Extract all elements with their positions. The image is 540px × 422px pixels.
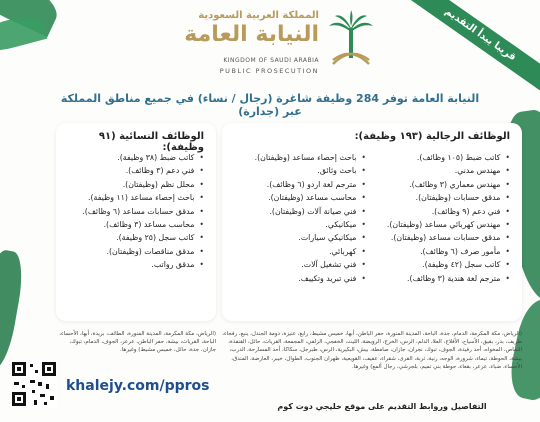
list-item: • مهندس مدني.	[370, 164, 510, 177]
organization-name-arabic: النيابة العامة	[184, 22, 319, 47]
list-item: • مهندس كهربائي مساعد (وظيفتان).	[370, 218, 510, 231]
list-item: • محاسب مساعد (وظيفتان).	[226, 191, 366, 204]
list-item: • كهربائي.	[226, 245, 366, 258]
list-item: • مهندس معماري (٣ وظائف).	[370, 178, 510, 191]
list-item: • فني تبريد وتكييف.	[226, 272, 366, 285]
palm-leaf-decoration	[0, 248, 27, 372]
men-jobs-title: الوظائف الرجالية (١٩٣ وظيفة):	[354, 131, 510, 142]
women-jobs-card	[56, 123, 216, 321]
women-jobs-title: الوظائف النسائية (٩١ وظيفة):	[98, 131, 204, 153]
men-jobs-column-2	[226, 151, 366, 285]
list-item: • كاتب ضبط (١٠٥ وظائف).	[370, 151, 510, 164]
list-item: • ميكانيكي.	[226, 218, 366, 231]
list-item: • فني دعم (٣ وظائف).	[64, 164, 204, 177]
women-jobs-list	[64, 151, 204, 272]
list-item: • كاتب ضبط (٣٨ وظيفة).	[64, 151, 204, 164]
list-item: • كاتب سجل (٢٥ وظيفة).	[64, 231, 204, 244]
apply-note: التفاصيل وروابط التقديم على موقع خليجي دوت كوم	[277, 402, 487, 411]
list-item: • محلل نظم (وظيفتان).	[64, 178, 204, 191]
list-item: • مأمور صرف (٦ وظائف).	[370, 245, 510, 258]
banner-label: قريبا يبدأ التقديم	[400, 0, 540, 96]
list-item: • كاتب سجل (٤٢ وظيفة).	[370, 258, 510, 271]
palm-sword-emblem-icon	[327, 10, 375, 70]
qr-code-icon[interactable]	[10, 360, 58, 408]
list-item: • مدقق حسابات مساعد (٦ وظائف).	[64, 205, 204, 218]
organization-name-english: PUBLIC PROSECUTION	[219, 67, 319, 75]
list-item: • باحث إحصاء مساعد (١١ وظيفة).	[64, 191, 204, 204]
women-job-cities: (الرياض، مكة المكرمة، المدينة المنورة، الطائف، بريدة، أبها، الأحساء، الباحة، القريات، بيشة، حفر الباطن، عرعر، الجوف، الدمام، تبوك، جازان، جدة، حائل، خميس مشيط) وغيرها.	[59, 331, 216, 354]
list-item: • باحث وثائق.	[226, 164, 366, 177]
men-job-cities: (الرياض، مكة المكرمة، الدمام، جدة، الباحة، المدينة المنورة، حفر الباطن، أبها، خميس مشيط، رابغ، عنيزة، دومة الجندل، ينبع، رفحاء، طريف، بدر، بقيق، الأسياح، الأفلاج، العلا، الدلم، الرس، الخرج، الرويضة، الليث، الخفجي، الزلفي، المجمعة، القريات، حائل، القنفذة، النماص، المخواه، أحد رفيدة، الجوف، تبوك، نجران، جازان، صامطة، بيش، البكيرية، الرس، طبرجل، سكاكا، أحد المسارحة، الدرب، بيشة، الحوطة، تيماء، شرورة، الوجه، رنية، تربة، القرى، شقراء، عفيف، القويعية، ظهران الجنوب، الطوال، خيبر، العارضة، المندق، الأحساء، ضباء، عرعر، بقعاء، حوطة بني تميم، بلجرشي، رجال ألمع) وغيرها.	[222, 331, 522, 370]
list-item: • مدقق رواتب.	[64, 258, 204, 271]
organization-logo	[175, 4, 375, 82]
list-item: • فني تشغيل آلات.	[226, 258, 366, 271]
men-jobs-card	[222, 123, 522, 321]
list-item: • محاسب مساعد (٣ وظائف).	[64, 218, 204, 231]
kingdom-name-arabic: المملكة العربية السعودية	[198, 10, 319, 21]
list-item: • مترجم لغة اردو (٦ وظائف).	[226, 178, 366, 191]
men-jobs-column-1	[370, 151, 510, 285]
headline: النيابة العامة توفر 284 وظيفة شاغرة (رجال / نساء) في جميع مناطق المملكة عبر (جدارة)	[60, 92, 480, 118]
list-item: • مدقق مناقصات (وظيفتان).	[64, 245, 204, 258]
list-item: • مدقق حسابات (وظيفتان).	[370, 191, 510, 204]
list-item: • باحث إحصاء مساعد (وظيفتان).	[226, 151, 366, 164]
list-item: • مدقق حسابات مساعد (وظيفتان).	[370, 231, 510, 244]
corner-banner	[390, 0, 540, 70]
list-item: • مترجم لغة هندية (٣ وظائف).	[370, 272, 510, 285]
website-link[interactable]: khalejy.com/ppros	[66, 378, 210, 394]
kingdom-name-english: KINGDOM OF SAUDI ARABIA	[223, 57, 319, 64]
list-item: • فني صيانة آلات (وظيفتان).	[226, 205, 366, 218]
list-item: • ميكانيكي سيارات.	[226, 231, 366, 244]
list-item: • فني دعم (٩ وظائف).	[370, 205, 510, 218]
